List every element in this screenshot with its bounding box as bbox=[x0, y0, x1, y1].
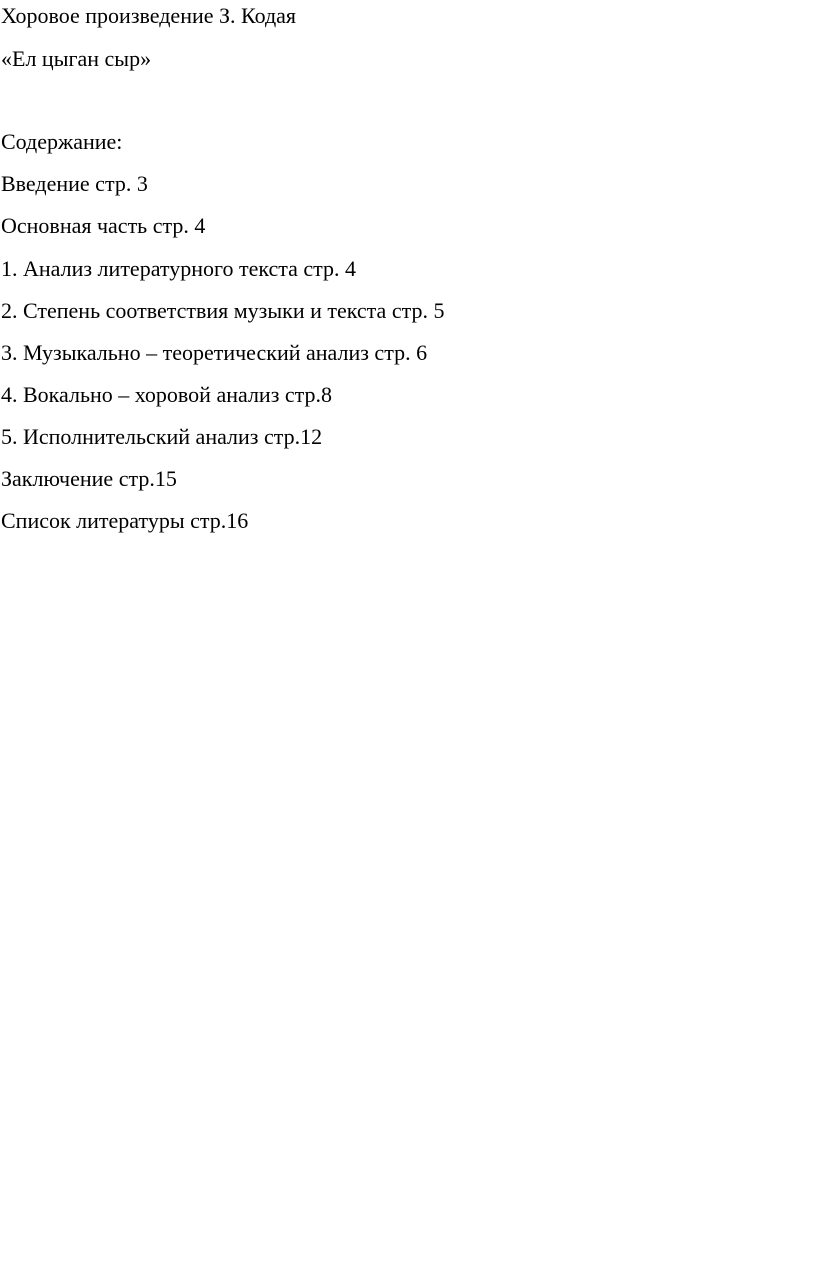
toc-item-bibliography: Список литературы стр.16 bbox=[1, 508, 249, 533]
toc-item-music-text-correspondence: 2. Степень соответствия музыки и текста стр. 5 bbox=[1, 298, 445, 323]
document-title-line-2: «Ел цыган сыр» bbox=[1, 46, 152, 71]
toc-item-music-theory-analysis: 3. Музыкально – теоретический анализ стр. 6 bbox=[1, 340, 428, 365]
toc-item-text-analysis: 1. Анализ литературного текста стр. 4 bbox=[1, 256, 357, 281]
toc-item-vocal-choral-analysis: 4. Вокально – хоровой анализ стр.8 bbox=[1, 382, 333, 407]
toc-item-conclusion: Заключение стр.15 bbox=[1, 466, 177, 491]
toc-item-main-part: Основная часть стр. 4 bbox=[1, 213, 206, 238]
contents-heading: Содержание: bbox=[1, 129, 123, 154]
toc-item-performance-analysis: 5. Исполнительский анализ стр.12 bbox=[1, 424, 323, 449]
toc-item-introduction: Введение стр. 3 bbox=[1, 171, 148, 196]
document-title-line-1: Хоровое произведение З. Кодая bbox=[1, 3, 297, 28]
